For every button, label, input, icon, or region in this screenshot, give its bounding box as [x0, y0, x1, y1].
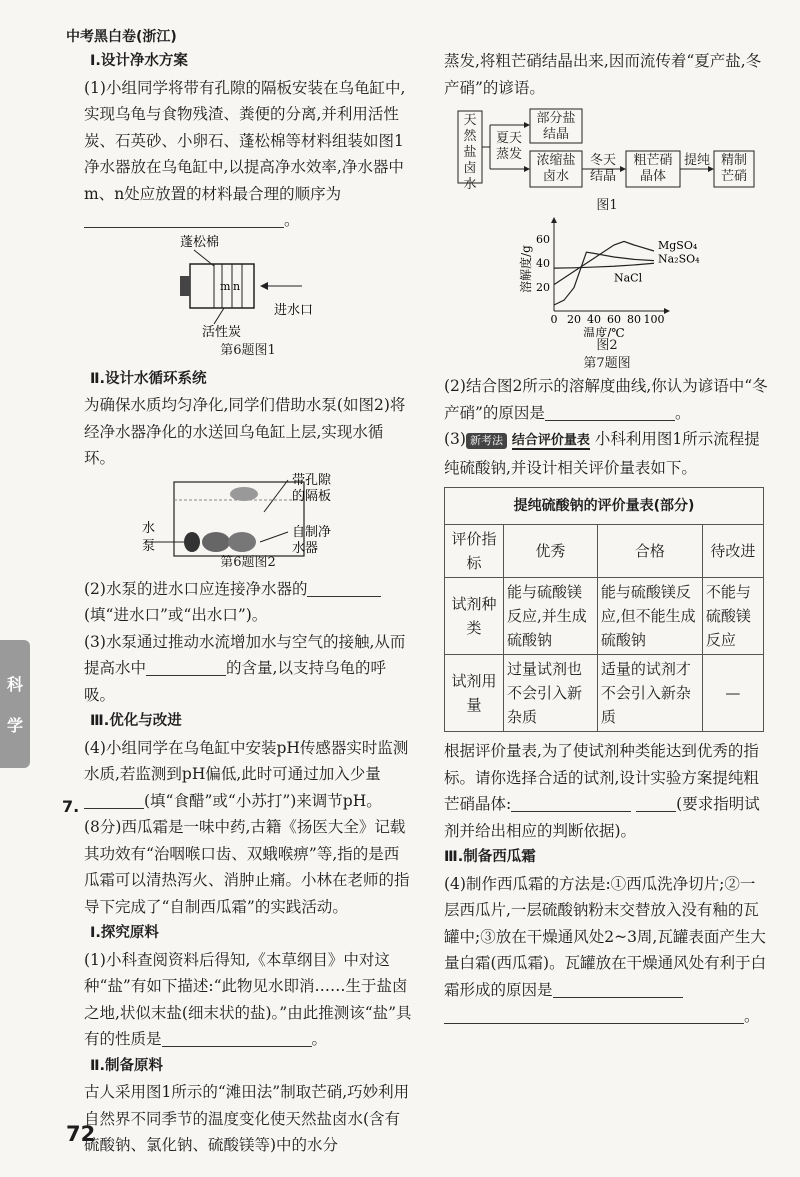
table-cell: — [702, 655, 763, 732]
question-4-text: (4)小组同学在乌龟缸中安装pH传感器实时监测水质,若监测到pH偏低,此时可通过加入少量(填“食醋”或“小苏打”)来调节pH。 [84, 738, 409, 810]
new-method-badge: 新考法 [466, 433, 507, 449]
flowchart-caption: 图1 [596, 198, 618, 213]
flow-source: 天然盐卤水 [463, 113, 477, 192]
turtle-tank-diagram [84, 472, 412, 568]
table-cell: 试剂种类 [445, 578, 504, 655]
chart-caption: 图2 [596, 338, 618, 353]
book-header: 中考黑白卷(浙江) [66, 29, 177, 45]
label-n: n [233, 279, 241, 293]
flow-summer: 夏天蒸发 [495, 131, 522, 162]
question-1-text: (1)小组同学将带有孔隙的隔板安装在乌龟缸中,实现乌龟与食物残渣、粪便的分离,并利用活性炭、石英砂、小卵石、蓬松棉等材料组装如图1净水器放在乌龟缸中,以提高净水效率,净水器中m、n处应放置的材料最合理的顺序为。 [84, 78, 406, 229]
y-tick-label: 40 [536, 257, 550, 270]
label-pump-line-2: 泵 [142, 538, 156, 554]
section-2-text: 为确保水质均匀净化,同学们借助水泵(如图2)将经净水器净化的水送回乌龟缸上层,实现水循环。 [84, 396, 406, 467]
q7-section-title-1: Ⅰ.探究原料 [90, 925, 159, 941]
answer-blank-9[interactable] [553, 979, 683, 998]
table-cell: 不能与硫酸镁反应 [702, 578, 763, 655]
y-axis-label: 溶解度/g [519, 245, 533, 293]
left-column [84, 48, 412, 1159]
r-after-table-text: 根据评价量表,为了使试剂种类能达到优秀的指标。请你选择合适的试剂,设计实验方案提纯粗芒硝晶体: (要求指明试剂并给出相应的判断依据)。 [444, 742, 760, 840]
x-tick-label: 60 [607, 313, 621, 326]
evaluation-badge: 结合评价量表 [511, 433, 590, 448]
y-tick-label: 20 [536, 281, 550, 294]
flow-concentrated-brine: 浓缩盐卤水 [536, 153, 576, 184]
label-inlet: 进水口 [274, 302, 314, 318]
x-tick-label: 40 [587, 313, 601, 326]
table-header: 待改进 [702, 525, 763, 578]
flow-refined-mirabilite: 精制芒硝 [720, 153, 747, 184]
label-partition-line-2: 的隔板 [292, 488, 332, 504]
x-tick-label: 80 [627, 313, 641, 326]
question-2-text: (2)水泵的进水口应连接净水器的(填“进水口”或“出水口”)。 [84, 576, 412, 629]
page-number: 72 [66, 1122, 96, 1146]
table-cell: 过量试剂也不会引入新杂质 [504, 655, 598, 732]
table-header: 评价指标 [445, 525, 504, 578]
series-label: Na₂SO₄ [658, 252, 700, 266]
label-purifier-line-2: 水器 [292, 540, 319, 556]
answer-blank-3[interactable] [146, 657, 226, 676]
r-question-4-text: (4)制作西瓜霜的方法是:①西瓜洗净切片;②一层西瓜片,一层硫酸钠粉末交替放入没有釉的瓦罐中;③放在干燥通风处2~3周,瓦罐表面产生大量白霜(西瓜霜)。瓦罐放在干燥通风处有利于白霜形成的原因是 。 [444, 874, 767, 1025]
continuation-text: 蒸发,将粗芒硝结晶出来,因而流传着“夏产盐,冬产硝”的谚语。 [444, 52, 762, 97]
x-tick-label: 0 [550, 313, 558, 326]
series-label: NaCl [614, 271, 643, 285]
series-line [554, 263, 654, 268]
label-fluffy-cotton: 蓬松棉 [180, 234, 220, 250]
table-header: 合格 [597, 525, 702, 578]
water-purifier-diagram [84, 234, 412, 348]
series-label: MgSO₄ [658, 239, 698, 252]
section-title-2: Ⅱ.设计水循环系统 [90, 370, 207, 387]
label-partition-line-1: 带孔隙 [292, 472, 332, 488]
flow-winter: 冬天结晶 [589, 153, 616, 184]
x-tick-label: 100 [643, 313, 665, 326]
solubility-chart [444, 215, 770, 337]
x-tick-label: 20 [567, 313, 581, 326]
answer-blank-4[interactable] [84, 790, 144, 809]
right-column [444, 48, 770, 1030]
flow-partial-salt: 部分盐结晶 [536, 111, 576, 142]
figure-6-1-caption: 第6题图1 [220, 342, 276, 358]
x-axis-arrow [664, 308, 670, 314]
side-tab-char-1: 科 [6, 675, 23, 694]
table-cell: 能与硫酸镁反应,但不能生成硫酸钠 [597, 578, 702, 655]
q7-question-1-text: (1)小科查阅资料后得知,《本草纲目》中对这种“盐”有如下描述:“此物见水即消……生于盐卤之地,状似末盐(细末状的盐)。”由此推测该“盐”具有的性质是 。 [84, 950, 412, 1048]
table-title: 提纯硫酸钠的评价量表(部分) [445, 488, 764, 525]
r-question-2-text: (2)结合图2所示的溶解度曲线,你认为谚语中“冬产硝”的原因是 。 [444, 377, 768, 422]
question-7-number: 7. [62, 797, 80, 816]
figure-6-2-caption: 第6题图2 [220, 554, 276, 570]
evaluation-table [444, 487, 764, 732]
answer-blank-10[interactable] [444, 1005, 744, 1024]
r-question-3-text: (3) 新考法 结合评价量表 小科利用图1所示流程提纯硫酸钠,并设计相关评价量表如下。 [444, 430, 760, 477]
question-3-text: (3)水泵通过推动水流增加水与空气的接触,从而提高水中 的含量,以支持乌龟的呼吸。 [84, 632, 406, 704]
subject-side-tab [0, 640, 30, 768]
figure-7-caption: 第7题图 [583, 356, 631, 371]
solubility-chart-svg [444, 215, 770, 337]
answer-blank-2[interactable] [307, 578, 381, 597]
answer-blank-1[interactable] [84, 209, 284, 228]
table-cell: 试剂用量 [445, 655, 504, 732]
label-partition [292, 472, 332, 504]
figure-6-1 [84, 234, 412, 348]
figure-6-2 [84, 472, 412, 568]
table-cell: 能与硫酸镁反应,并生成硫酸钠 [504, 578, 598, 655]
answer-blank-6[interactable] [545, 402, 675, 421]
x-axis-label: 温度/℃ [583, 326, 625, 337]
y-axis-arrow [551, 217, 557, 223]
section-title-1: Ⅰ.设计净水方案 [90, 53, 188, 69]
label-activated-carbon: 活性炭 [202, 324, 242, 340]
flow-crude-mirabilite: 粗芒硝晶体 [633, 153, 673, 184]
answer-blank-5[interactable] [162, 1028, 312, 1047]
table-cell: 适量的试剂才不会引入新杂质 [597, 655, 702, 732]
label-purifier [292, 524, 331, 556]
q7-section-2-text: 古人采用图1所示的“滩田法”制取芒硝,巧妙利用自然界不同季节的温度变化使天然盐卤水(含有硫酸钠、氯化钠、硫酸镁等)中的水分 [84, 1083, 410, 1154]
r-section-title-3: Ⅲ.制备西瓜霜 [444, 849, 536, 865]
table-header: 优秀 [504, 525, 598, 578]
answer-blank-8[interactable] [636, 793, 676, 812]
flowchart-figure-1 [444, 101, 770, 201]
y-tick-label: 60 [536, 233, 550, 246]
answer-blank-7[interactable] [511, 793, 631, 812]
q7-section-title-2: Ⅱ.制备原料 [90, 1057, 164, 1074]
label-m: m [220, 279, 231, 293]
section-title-3: Ⅲ.优化与改进 [90, 713, 182, 729]
label-pump-line-1: 水 [142, 520, 156, 536]
label-pump [142, 520, 155, 554]
question-7-text: (8分)西瓜霜是一味中药,古籍《扬医大全》记载其功效有“治咽喉口齿、双蛾喉痹”等,指的是西瓜霜可以清热泻火、消肿止痛。小林在老师的指导下完成了“自制西瓜霜”的实践活动。 [84, 818, 410, 916]
flow-purify: 提纯 [683, 153, 710, 168]
side-tab-char-2: 学 [6, 716, 23, 735]
label-purifier-line-1: 自制净 [292, 524, 332, 540]
